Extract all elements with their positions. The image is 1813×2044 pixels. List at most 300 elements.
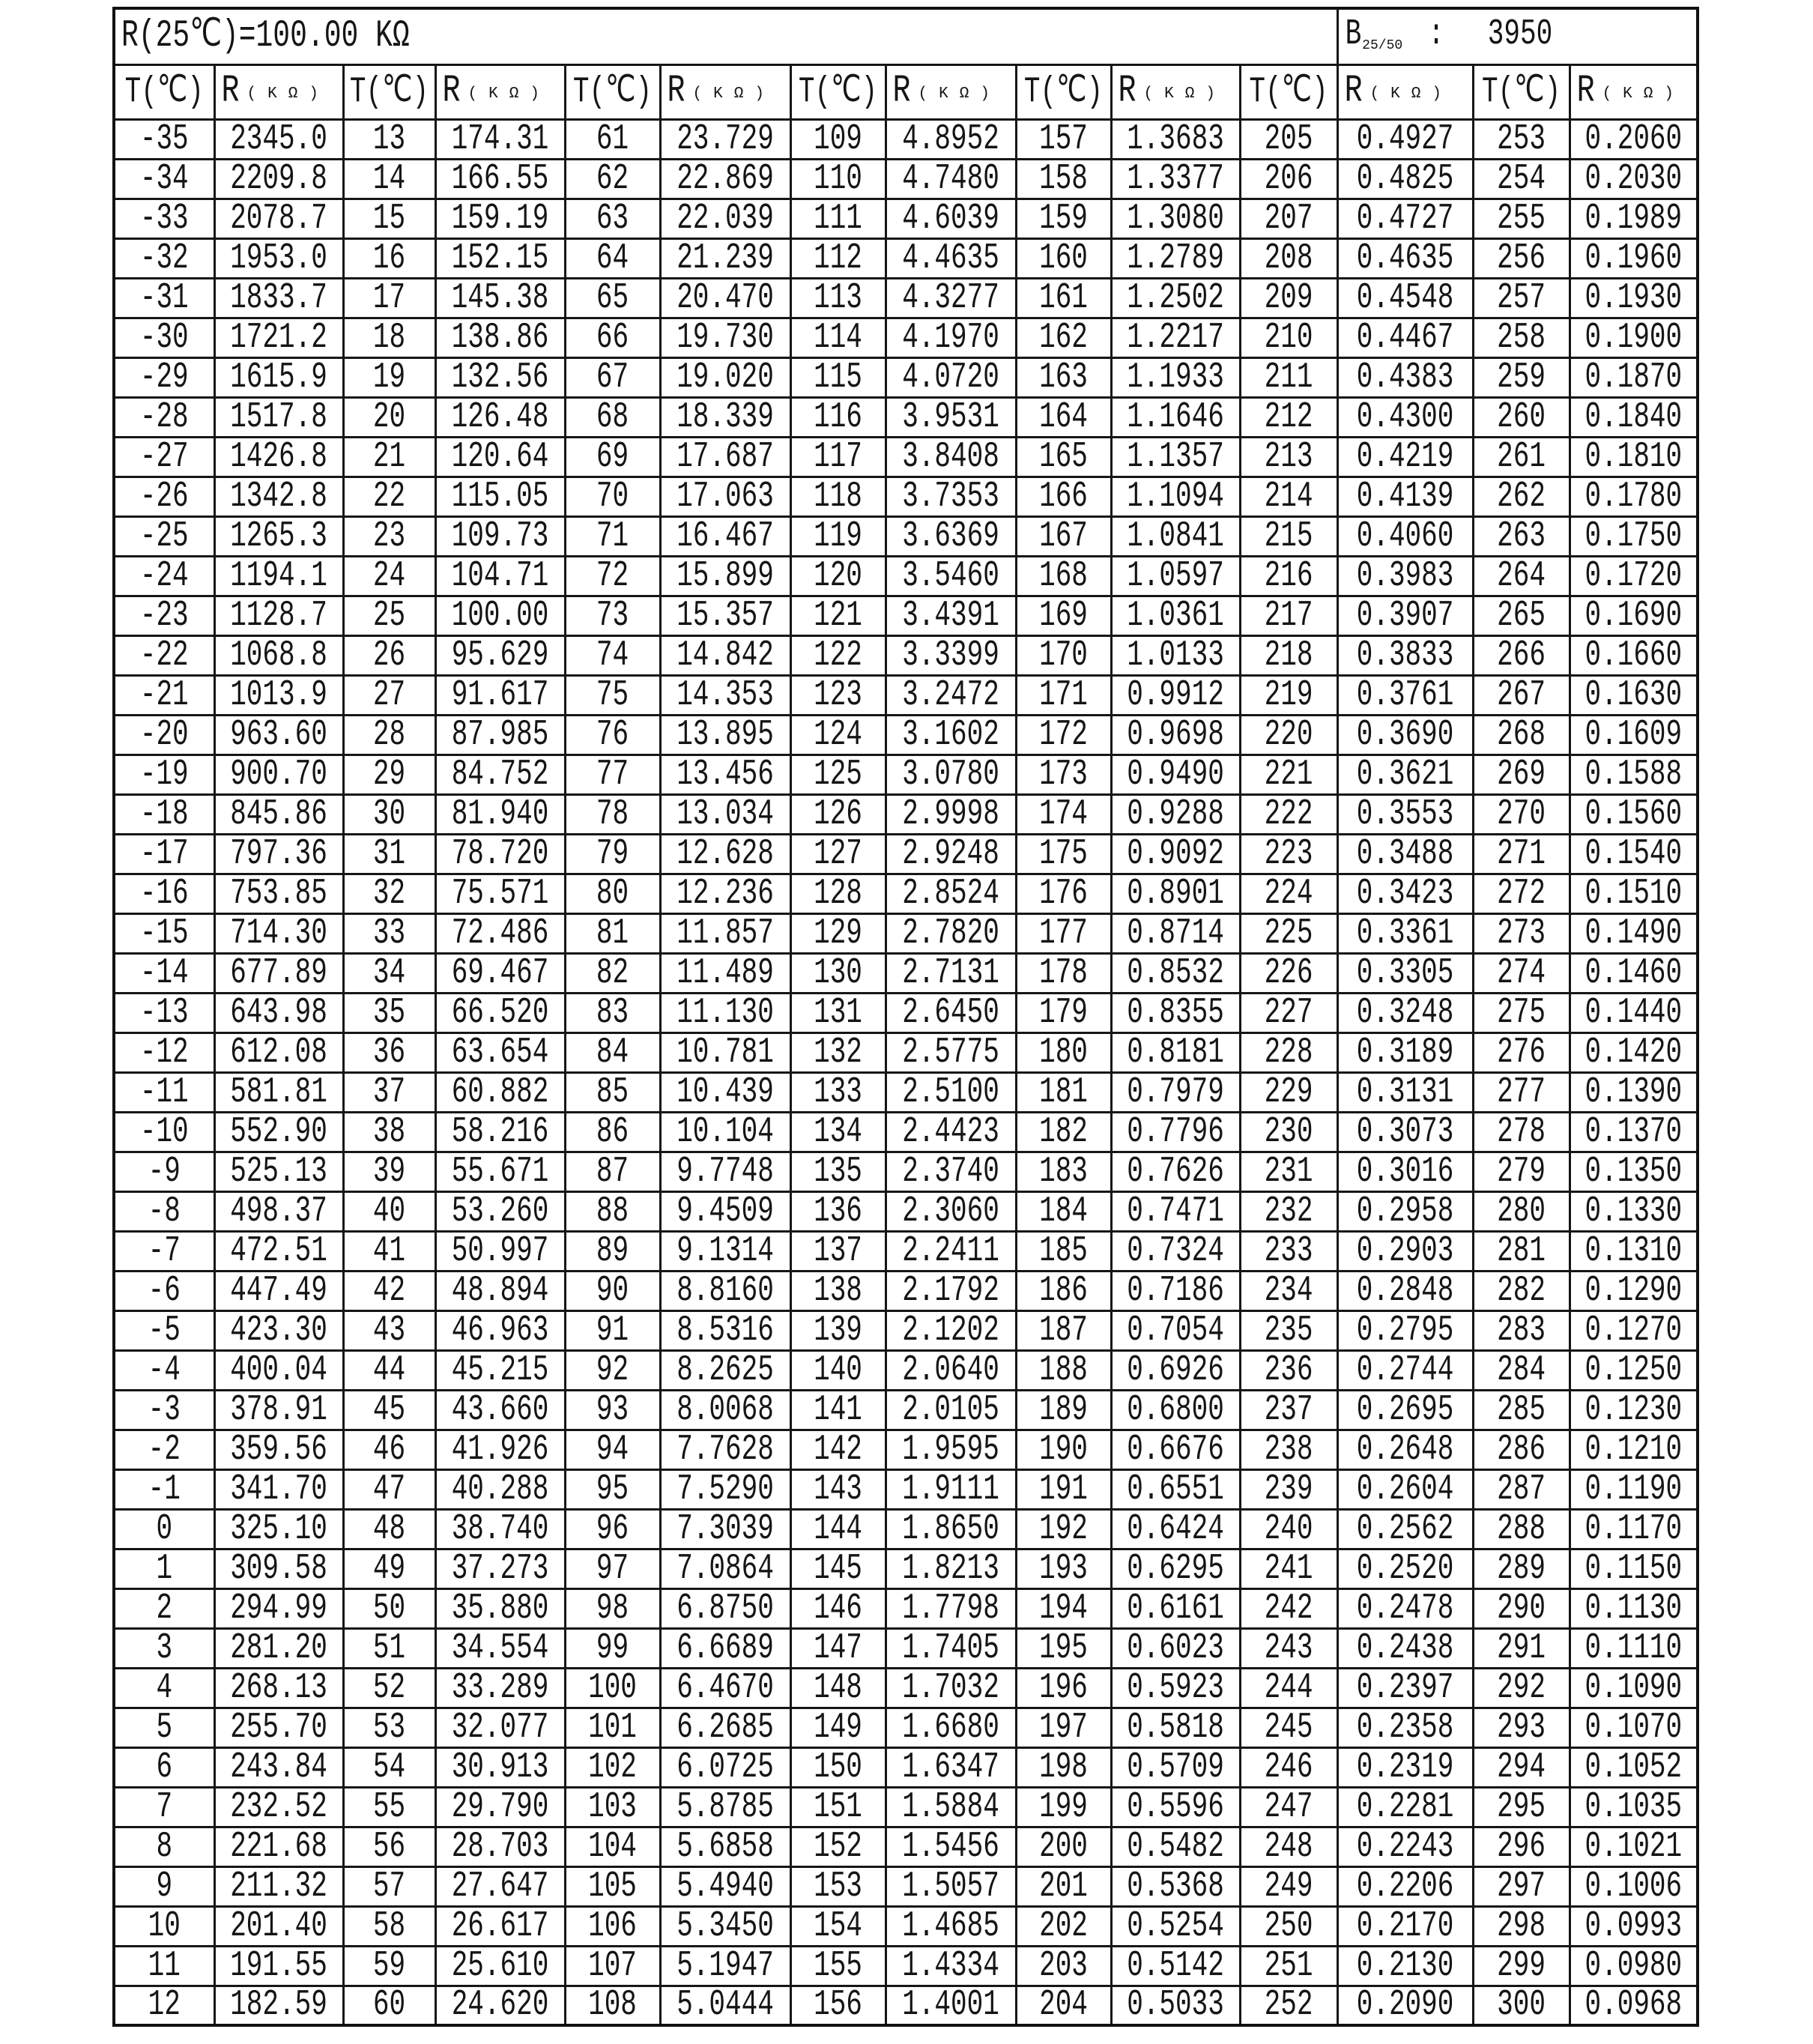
table-row <box>114 1271 1698 1310</box>
temperature-value: 116 <box>814 397 862 437</box>
temperature-cell <box>1016 1946 1111 1986</box>
temperature-value: 266 <box>1497 635 1546 675</box>
resistance-cell <box>886 159 1016 199</box>
resistance-cell <box>660 1906 790 1946</box>
resistance-cell <box>1111 1628 1240 1668</box>
temperature-value: 152 <box>814 1827 862 1866</box>
temperature-cell <box>1473 913 1570 953</box>
temperature-value: -20 <box>139 715 189 755</box>
resistance-value: 191.55 <box>230 1946 327 1986</box>
temperature-cell <box>1240 794 1337 834</box>
temperature-cell <box>114 1708 214 1747</box>
resistance-cell <box>1570 874 1698 913</box>
temperature-cell <box>1016 1310 1111 1350</box>
resistance-value: 1.5456 <box>902 1827 999 1866</box>
temperature-cell <box>565 1986 660 2025</box>
table-row <box>114 119 1698 159</box>
temperature-cell <box>343 357 435 397</box>
resistance-cell <box>1337 1390 1473 1430</box>
resistance-cell <box>214 1628 343 1668</box>
resistance-value: 1517.8 <box>230 397 327 437</box>
temperature-value: 173 <box>1039 755 1088 794</box>
resistance-cell <box>214 1430 343 1469</box>
resistance-value: 50.997 <box>451 1231 549 1271</box>
resistance-value: 4.1970 <box>902 318 999 357</box>
resistance-value: 1.9595 <box>902 1430 999 1469</box>
temperature-cell <box>1240 1827 1337 1866</box>
temperature-value: 237 <box>1264 1390 1313 1430</box>
temperature-cell <box>114 1906 214 1946</box>
resistance-value: 152.15 <box>451 238 549 278</box>
table-row <box>114 278 1698 318</box>
resistance-value: 0.1210 <box>1585 1430 1683 1469</box>
resistance-cell <box>435 794 565 834</box>
resistance-value: 0.5709 <box>1127 1747 1224 1787</box>
resistance-cell <box>1570 1350 1698 1390</box>
resistance-cell <box>214 1509 343 1549</box>
resistance-value: 159.19 <box>451 199 549 238</box>
temperature-value: 291 <box>1497 1628 1546 1668</box>
temperature-cell <box>114 397 214 437</box>
temperature-value: 67 <box>596 357 629 397</box>
temperature-cell <box>1016 1866 1111 1906</box>
resistance-cell <box>1337 913 1473 953</box>
resistance-cell <box>1570 556 1698 596</box>
resistance-value: 30.913 <box>451 1747 549 1787</box>
resistance-cell <box>1337 1350 1473 1390</box>
temperature-value: 131 <box>814 993 862 1032</box>
resistance-value: 1953.0 <box>230 238 327 278</box>
temperature-cell <box>114 1549 214 1588</box>
temperature-value: 55 <box>372 1787 406 1827</box>
temperature-cell <box>565 1708 660 1747</box>
resistance-cell <box>435 1430 565 1469</box>
table-row <box>114 1866 1698 1906</box>
temperature-cell <box>790 913 886 953</box>
resistance-value: 0.2795 <box>1356 1310 1454 1350</box>
temperature-value: -1 <box>148 1469 181 1509</box>
temperature-value: 199 <box>1039 1787 1088 1827</box>
temperature-cell <box>1016 993 1111 1032</box>
temperature-cell <box>114 1350 214 1390</box>
resistance-value: 0.1190 <box>1585 1469 1683 1509</box>
resistance-value: 3.0780 <box>902 755 999 794</box>
resistance-value: 104.71 <box>451 556 549 596</box>
temperature-cell <box>1473 477 1570 516</box>
temperature-cell <box>1016 1191 1111 1231</box>
temperature-value: 272 <box>1497 874 1546 913</box>
resistance-value: 0.3423 <box>1356 874 1454 913</box>
temperature-cell <box>1016 596 1111 635</box>
resistance-value: 0.5923 <box>1127 1668 1224 1708</box>
temperature-value: 221 <box>1264 755 1313 794</box>
resistance-value: 45.215 <box>451 1350 549 1390</box>
resistance-cell <box>1111 119 1240 159</box>
resistance-value: 0.1609 <box>1585 715 1683 755</box>
temperature-value: 79 <box>596 834 629 874</box>
temperature-cell <box>343 1747 435 1787</box>
resistance-value: 255.70 <box>230 1708 327 1747</box>
resistance-value: 166.55 <box>451 159 549 199</box>
temperature-cell <box>565 1271 660 1310</box>
resistance-value: 9.7748 <box>677 1152 774 1191</box>
resistance-cell <box>214 1787 343 1827</box>
resistance-value: 4.7480 <box>902 159 999 199</box>
resistance-value: 13.034 <box>677 794 774 834</box>
resistance-value: 1721.2 <box>230 318 327 357</box>
temperature-value: 28 <box>372 715 406 755</box>
column-header-resistance <box>1337 64 1473 119</box>
resistance-value: 714.30 <box>230 913 327 953</box>
resistance-cell <box>1111 1509 1240 1549</box>
temperature-value: 121 <box>814 596 862 635</box>
temperature-cell <box>1473 1986 1570 2025</box>
resistance-value: 75.571 <box>451 874 549 913</box>
resistance-value: 26.617 <box>451 1906 549 1946</box>
temperature-cell <box>1240 1747 1337 1787</box>
resistance-cell <box>886 596 1016 635</box>
resistance-value: 7.5290 <box>677 1469 774 1509</box>
temperature-value: 143 <box>814 1469 862 1509</box>
temperature-cell <box>343 1390 435 1430</box>
table-row <box>114 1628 1698 1668</box>
temperature-value: 139 <box>814 1310 862 1350</box>
resistance-cell <box>1570 1390 1698 1430</box>
table-row <box>114 1588 1698 1628</box>
temperature-cell <box>565 1072 660 1112</box>
temperature-cell <box>565 516 660 556</box>
resistance-cell <box>1111 238 1240 278</box>
temperature-cell <box>114 357 214 397</box>
resistance-cell <box>660 1668 790 1708</box>
resistance-value: 0.3131 <box>1356 1072 1454 1112</box>
temperature-value: 264 <box>1497 556 1546 596</box>
resistance-value: 19.020 <box>677 357 774 397</box>
temperature-cell <box>114 1827 214 1866</box>
resistance-temperature-table <box>112 7 1699 2027</box>
resistance-value: 0.1560 <box>1585 794 1683 834</box>
temperature-value: -31 <box>139 278 189 318</box>
temperature-cell <box>565 1549 660 1588</box>
temperature-value: 287 <box>1497 1469 1546 1509</box>
resistance-cell <box>1570 953 1698 993</box>
temperature-cell <box>1473 993 1570 1032</box>
resistance-value: 0.0980 <box>1585 1946 1683 1986</box>
temperature-cell <box>565 119 660 159</box>
temperature-cell <box>343 1827 435 1866</box>
temperature-cell <box>565 1946 660 1986</box>
resistance-cell <box>886 199 1016 238</box>
temperature-value: 147 <box>814 1628 862 1668</box>
resistance-cell <box>435 1350 565 1390</box>
temperature-value: 18 <box>372 318 406 357</box>
resistance-cell <box>660 1032 790 1072</box>
temperature-value: 259 <box>1497 357 1546 397</box>
resistance-cell <box>1111 635 1240 675</box>
resistance-value: 0.5368 <box>1127 1866 1224 1906</box>
resistance-value: 8.0068 <box>677 1390 774 1430</box>
resistance-cell <box>660 1747 790 1787</box>
temperature-cell <box>114 477 214 516</box>
temperature-cell <box>565 1668 660 1708</box>
resistance-cell <box>660 1509 790 1549</box>
temperature-cell <box>1473 1866 1570 1906</box>
resistance-cell <box>435 516 565 556</box>
resistance-value: 0.5596 <box>1127 1787 1224 1827</box>
temperature-value: 255 <box>1497 199 1546 238</box>
temperature-value: 285 <box>1497 1390 1546 1430</box>
resistance-cell <box>435 1588 565 1628</box>
temperature-cell <box>343 1588 435 1628</box>
resistance-header-unit: (KΩ) <box>1602 85 1685 103</box>
temperature-cell <box>790 596 886 635</box>
resistance-value: 0.3189 <box>1356 1032 1454 1072</box>
resistance-value: 447.49 <box>230 1271 327 1310</box>
temperature-value: 274 <box>1497 953 1546 993</box>
temperature-cell <box>790 874 886 913</box>
temperature-header-label: T(℃) <box>1481 70 1561 112</box>
temperature-value: 252 <box>1264 1986 1313 2025</box>
temperature-cell <box>1240 357 1337 397</box>
temperature-value: 107 <box>588 1946 637 1986</box>
resistance-cell <box>1337 993 1473 1032</box>
resistance-cell <box>1337 1271 1473 1310</box>
column-header-temperature <box>343 64 435 119</box>
resistance-cell <box>214 874 343 913</box>
resistance-value: 0.4300 <box>1356 397 1454 437</box>
temperature-value: 263 <box>1497 516 1546 556</box>
resistance-cell <box>435 1469 565 1509</box>
temperature-cell <box>1016 1271 1111 1310</box>
temperature-value: 29 <box>372 755 406 794</box>
resistance-cell <box>1337 794 1473 834</box>
resistance-cell <box>1337 1787 1473 1827</box>
temperature-value: 97 <box>596 1549 629 1588</box>
temperature-value: -14 <box>139 953 189 993</box>
temperature-value: 129 <box>814 913 862 953</box>
temperature-header-label: T(℃) <box>572 70 653 112</box>
temperature-cell <box>1240 437 1337 477</box>
resistance-cell <box>886 516 1016 556</box>
temperature-cell <box>1473 1430 1570 1469</box>
temperature-cell <box>1016 1390 1111 1430</box>
temperature-cell <box>114 913 214 953</box>
resistance-cell <box>1570 1112 1698 1152</box>
resistance-value: 1.1646 <box>1127 397 1224 437</box>
temperature-value: 23 <box>372 516 406 556</box>
temperature-value: 162 <box>1039 318 1088 357</box>
temperature-cell <box>565 1310 660 1350</box>
resistance-cell <box>214 834 343 874</box>
resistance-cell <box>435 1032 565 1072</box>
resistance-value: 0.4060 <box>1356 516 1454 556</box>
temperature-cell <box>565 993 660 1032</box>
temperature-value: 26 <box>372 635 406 675</box>
temperature-value: 246 <box>1264 1747 1313 1787</box>
resistance-value: 0.3690 <box>1356 715 1454 755</box>
resistance-cell <box>660 318 790 357</box>
temperature-cell <box>343 1310 435 1350</box>
resistance-cell <box>660 199 790 238</box>
resistance-cell <box>1570 357 1698 397</box>
resistance-cell <box>1570 119 1698 159</box>
temperature-value: 94 <box>596 1430 629 1469</box>
temperature-cell <box>1473 1549 1570 1588</box>
resistance-cell <box>1337 1032 1473 1072</box>
temperature-value: -16 <box>139 874 189 913</box>
resistance-cell <box>886 1509 1016 1549</box>
resistance-cell <box>660 1191 790 1231</box>
resistance-cell <box>214 993 343 1032</box>
resistance-value: 1.2502 <box>1127 278 1224 318</box>
resistance-value: 845.86 <box>230 794 327 834</box>
resistance-value: 16.467 <box>677 516 774 556</box>
resistance-cell <box>1570 596 1698 635</box>
temperature-value: 206 <box>1264 159 1313 199</box>
resistance-cell <box>1570 1549 1698 1588</box>
temperature-cell <box>790 1628 886 1668</box>
resistance-value: 1265.3 <box>230 516 327 556</box>
temperature-cell <box>1240 1032 1337 1072</box>
temperature-value: 212 <box>1264 397 1313 437</box>
resistance-value: 0.3361 <box>1356 913 1454 953</box>
resistance-cell <box>1337 1430 1473 1469</box>
resistance-value: 6.6689 <box>677 1628 774 1668</box>
resistance-cell <box>1570 1588 1698 1628</box>
temperature-cell <box>565 397 660 437</box>
temperature-cell <box>565 1112 660 1152</box>
temperature-cell <box>790 1469 886 1509</box>
temperature-cell <box>1016 516 1111 556</box>
resistance-cell <box>660 874 790 913</box>
resistance-value: 797.36 <box>230 834 327 874</box>
resistance-header-unit: (KΩ) <box>1143 85 1226 103</box>
resistance-value: 0.2206 <box>1356 1866 1454 1906</box>
resistance-value: 0.3907 <box>1356 596 1454 635</box>
temperature-cell <box>114 516 214 556</box>
resistance-value: 0.3016 <box>1356 1152 1454 1191</box>
resistance-cell <box>435 278 565 318</box>
resistance-cell <box>886 1350 1016 1390</box>
temperature-value: 46 <box>372 1430 406 1469</box>
temperature-cell <box>343 318 435 357</box>
resistance-cell <box>660 834 790 874</box>
temperature-cell <box>790 1032 886 1072</box>
resistance-value: 15.899 <box>677 556 774 596</box>
temperature-cell <box>565 1906 660 1946</box>
resistance-cell <box>1111 397 1240 437</box>
temperature-value: 17 <box>372 278 406 318</box>
temperature-value: 99 <box>596 1628 629 1668</box>
temperature-cell <box>343 437 435 477</box>
resistance-header-symbol: R <box>892 69 911 114</box>
temperature-value: 181 <box>1039 1072 1088 1112</box>
temperature-value: 214 <box>1264 477 1313 516</box>
resistance-cell <box>214 1032 343 1072</box>
resistance-value: 0.6023 <box>1127 1628 1224 1668</box>
resistance-cell <box>1111 1191 1240 1231</box>
temperature-cell <box>1240 1708 1337 1747</box>
resistance-value: 63.654 <box>451 1032 549 1072</box>
temperature-value: 280 <box>1497 1191 1546 1231</box>
table-row <box>114 1747 1698 1787</box>
resistance-cell <box>214 1668 343 1708</box>
table-row <box>114 1231 1698 1271</box>
temperature-value: 292 <box>1497 1668 1546 1708</box>
temperature-cell <box>1016 874 1111 913</box>
temperature-cell <box>1016 1072 1111 1112</box>
resistance-cell <box>214 1906 343 1946</box>
resistance-value: 100.00 <box>451 596 549 635</box>
temperature-cell <box>790 1747 886 1787</box>
resistance-header-unit: (KΩ) <box>692 85 775 103</box>
temperature-cell <box>1240 516 1337 556</box>
resistance-value: 243.84 <box>230 1747 327 1787</box>
temperature-value: 96 <box>596 1509 629 1549</box>
resistance-value: 0.5482 <box>1127 1827 1224 1866</box>
table-row <box>114 1668 1698 1708</box>
temperature-value: 54 <box>372 1747 406 1787</box>
resistance-cell <box>660 1310 790 1350</box>
temperature-value: 187 <box>1039 1310 1088 1350</box>
temperature-cell <box>114 596 214 635</box>
resistance-value: 0.2695 <box>1356 1390 1454 1430</box>
resistance-value: 309.58 <box>230 1549 327 1588</box>
temperature-value: 194 <box>1039 1588 1088 1628</box>
temperature-value: 144 <box>814 1509 862 1549</box>
column-header-row <box>114 64 1698 119</box>
temperature-value: 205 <box>1264 119 1313 159</box>
b-constant-cell <box>1337 8 1698 64</box>
resistance-value: 378.91 <box>230 1390 327 1430</box>
temperature-cell <box>790 1310 886 1350</box>
temperature-cell <box>343 397 435 437</box>
resistance-value: 2.3740 <box>902 1152 999 1191</box>
temperature-value: 248 <box>1264 1827 1313 1866</box>
temperature-value: 225 <box>1264 913 1313 953</box>
resistance-cell <box>660 437 790 477</box>
temperature-value: 135 <box>814 1152 862 1191</box>
temperature-cell <box>114 1191 214 1231</box>
resistance-value: 0.1840 <box>1585 397 1683 437</box>
resistance-cell <box>660 1866 790 1906</box>
resistance-cell <box>1570 913 1698 953</box>
resistance-cell <box>1570 159 1698 199</box>
temperature-cell <box>1240 1986 1337 2025</box>
temperature-cell <box>343 1191 435 1231</box>
resistance-cell <box>1111 1986 1240 2025</box>
resistance-cell <box>1570 516 1698 556</box>
temperature-value: 189 <box>1039 1390 1088 1430</box>
resistance-header-unit: (KΩ) <box>918 85 1001 103</box>
resistance-cell <box>886 1549 1016 1588</box>
column-header-temperature <box>1473 64 1570 119</box>
resistance-value: 28.703 <box>451 1827 549 1866</box>
temperature-cell <box>114 1430 214 1469</box>
temperature-value: 44 <box>372 1350 406 1390</box>
temperature-cell <box>1473 596 1570 635</box>
temperature-value: 161 <box>1039 278 1088 318</box>
resistance-value: 5.8785 <box>677 1787 774 1827</box>
resistance-value: 1.6680 <box>902 1708 999 1747</box>
temperature-value: 223 <box>1264 834 1313 874</box>
temperature-cell <box>343 1271 435 1310</box>
resistance-value: 400.04 <box>230 1350 327 1390</box>
temperature-value: -3 <box>148 1390 181 1430</box>
resistance-cell <box>1111 834 1240 874</box>
resistance-value: 0.9092 <box>1127 834 1224 874</box>
resistance-cell <box>1570 477 1698 516</box>
